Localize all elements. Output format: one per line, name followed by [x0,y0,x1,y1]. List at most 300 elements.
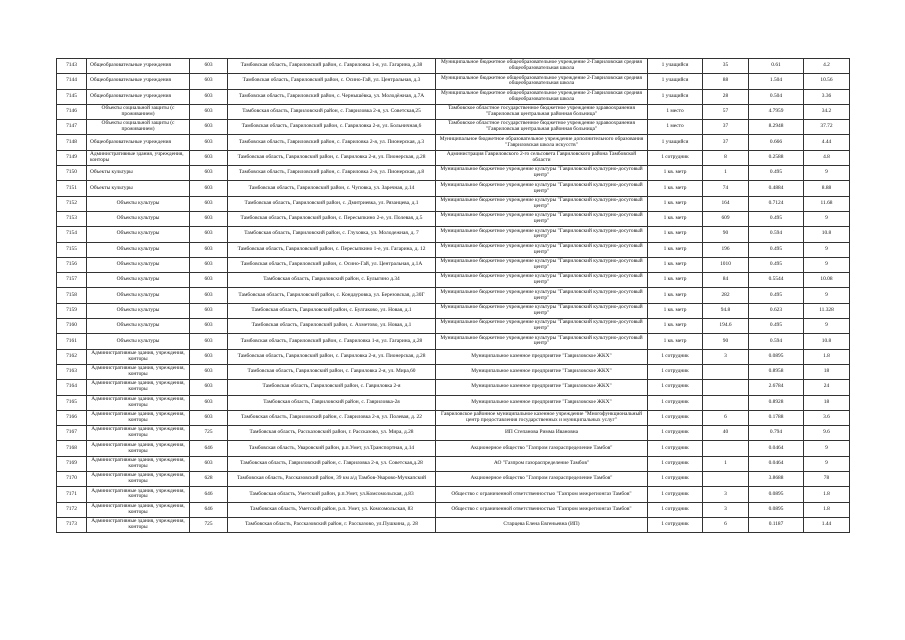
document-sheet [56,58,849,533]
row-number-cell: 7169 [57,456,87,471]
organization-cell: АО "Газпром газораспределение Тамбов" [436,456,648,471]
table-row [57,364,850,379]
value-b-cell: 11.68 [804,196,850,211]
table-row [57,487,850,502]
value-b-cell: 4.8 [804,150,850,165]
quantity-cell: 8 [703,150,749,165]
row-number-cell: 7160 [57,319,87,334]
object-type-cell: Объекты культуры [87,303,190,318]
value-b-cell: 37.72 [804,120,850,135]
row-number-cell: 7168 [57,441,87,456]
unit-cell: 1 сотрудник [648,456,703,471]
value-b-cell: 9 [804,456,850,471]
code-cell: 603 [190,319,228,334]
organization-cell: Муниципальное бюджетное образовательное учреждение дополнительного образования "Гавриловская школа искусств" [436,135,648,150]
code-cell: 603 [190,166,228,181]
row-number-cell: 7152 [57,196,87,211]
object-type-cell: Объекты социальной защиты (с проживанием) [87,120,190,135]
object-type-cell: Административные здания, учреждения, конторы [87,349,190,364]
value-a-cell: 0.623 [749,303,804,318]
value-a-cell: 8.2948 [749,120,804,135]
organization-cell: Гавриловское районное муниципальное казенное учреждение "Многофункциональный центр предоставления государственных и муниципальных услуг" [436,410,648,425]
object-type-cell: Административные здания, учреждения, конторы [87,410,190,425]
table-row [57,59,850,74]
object-type-cell: Административные здания, учреждения, конторы [87,150,190,165]
value-b-cell: 4.2 [804,59,850,74]
quantity-cell [703,380,749,395]
value-b-cell: 3.36 [804,89,850,104]
object-type-cell: Общеобразовательные учреждения [87,59,190,74]
table-row [57,273,850,288]
quantity-cell [703,441,749,456]
row-number-cell: 7147 [57,120,87,135]
row-number-cell: 7153 [57,211,87,226]
value-b-cell: 34.2 [804,104,850,119]
table-row [57,181,850,196]
quantity-cell: 37 [703,135,749,150]
object-type-cell: Административные здания, учреждения, конторы [87,456,190,471]
code-cell: 603 [190,349,228,364]
row-number-cell: 7156 [57,257,87,272]
address-cell: Тамбовская область, Гавриловский район, с. Кондауровка, ул. Березовская, д.30Г [228,288,436,303]
row-number-cell: 7170 [57,472,87,487]
organization-cell: Общество с ограниченной ответственностью "Газпром межрегионгаз Тамбов" [436,502,648,517]
quantity-cell: 196 [703,242,749,257]
value-a-cell: 0.7124 [749,196,804,211]
quantity-cell: 6 [703,410,749,425]
object-type-cell: Объекты культуры [87,196,190,211]
quantity-cell: 609 [703,211,749,226]
code-cell: 603 [190,211,228,226]
value-b-cell: 4.44 [804,135,850,150]
unit-cell: 1 учащийся [648,135,703,150]
unit-cell: 1 кв. метр [648,227,703,242]
quantity-cell: 1010 [703,257,749,272]
row-number-cell: 7161 [57,334,87,349]
code-cell: 603 [190,410,228,425]
quantity-cell: 3 [703,502,749,517]
quantity-cell: 3 [703,487,749,502]
value-a-cell: 0.8928 [749,395,804,410]
address-cell: Тамбовская область, Гавриловский район, с. Гавриловка 2-я [228,380,436,395]
value-a-cell: 0.504 [749,89,804,104]
object-type-cell: Объекты культуры [87,319,190,334]
object-type-cell: Объекты культуры [87,166,190,181]
row-number-cell: 7154 [57,227,87,242]
row-number-cell: 7145 [57,89,87,104]
unit-cell: 1 сотрудник [648,395,703,410]
organization-cell: Муниципальное казенное предприятие "Гавриловское ЖКХ" [436,380,648,395]
object-type-cell: Общеобразовательные учреждения [87,74,190,89]
organization-cell: Муниципальное бюджетное учреждение культуры "Гавриловский культурно-досуговый центр" [436,166,648,181]
organization-cell: Муниципальное бюджетное учреждение культуры "Гавриловский культурно-досуговый центр" [436,211,648,226]
quantity-cell: 164 [703,196,749,211]
unit-cell: 1 сотрудник [648,502,703,517]
table-row [57,303,850,318]
table-row [57,257,850,272]
table-row [57,166,850,181]
address-cell: Тамбовская область, Гавриловский район, с. Осино-Гай, ул. Центральная, д.1А [228,257,436,272]
value-b-cell: 1.44 [804,517,850,532]
object-type-cell: Объекты социальной защиты (с проживанием) [87,104,190,119]
table-row [57,456,850,471]
address-cell: Тамбовская область, Гавриловский район, с. Булыгино д.34 [228,273,436,288]
organization-cell: Муниципальное бюджетное учреждение культуры "Гавриловский культурно-досуговый центр" [436,303,648,318]
address-cell: Тамбовская область, Гавриловский район, с. Осино-Гай, ул. Центральная, д.3 [228,74,436,89]
row-number-cell: 7173 [57,517,87,532]
value-a-cell: 0.0464 [749,456,804,471]
quantity-cell: 90 [703,227,749,242]
organization-cell: Муниципальное казенное предприятие "Гавриловское ЖКХ" [436,395,648,410]
table-row [57,196,850,211]
address-cell: Тамбовская область, Гавриловский район, с. Гавриловка 2-я, ул. Пионерская, д.8 [228,166,436,181]
value-a-cell: 0.495 [749,211,804,226]
row-number-cell: 7162 [57,349,87,364]
object-type-cell: Административные здания, учреждения, конторы [87,517,190,532]
code-cell: 603 [190,89,228,104]
table-row [57,410,850,425]
address-cell: Тамбовская область, Гавриловский район, с. Чуповка, ул. Заречная, д.14 [228,181,436,196]
organization-cell: Муниципальное бюджетное учреждение культуры "Гавриловский культурно-досуговый центр" [436,196,648,211]
code-cell: 603 [190,227,228,242]
value-b-cell: 24 [804,380,850,395]
row-number-cell: 7157 [57,273,87,288]
organization-cell: Муниципальное бюджетное общеобразовательное учреждение 2-Гавриловская средняя общеобразовательная школа [436,59,648,74]
code-cell: 603 [190,59,228,74]
data-table [56,58,850,533]
object-type-cell: Объекты культуры [87,288,190,303]
value-b-cell: 9.6 [804,426,850,441]
value-a-cell: 0.594 [749,334,804,349]
unit-cell: 1 место [648,104,703,119]
organization-cell: Муниципальное бюджетное учреждение культуры "Гавриловский культурно-досуговый центр" [436,288,648,303]
quantity-cell [703,364,749,379]
value-b-cell: 10.8 [804,334,850,349]
value-b-cell: 8.88 [804,181,850,196]
unit-cell: 1 кв. метр [648,181,703,196]
value-b-cell: 9 [804,288,850,303]
value-b-cell: 1.8 [804,487,850,502]
address-cell: Тамбовская область, Гавриловский район, с. Гавриловка 2-я, ул. Пионерская, д.28 [228,150,436,165]
table-row [57,441,850,456]
value-b-cell: 1.8 [804,502,850,517]
organization-cell: Тамбовское областное государственное бюджетное учреждение здравоохранения "Гавриловская центральная районная больница" [436,104,648,119]
quantity-cell: 1 [703,456,749,471]
value-a-cell: 0.0464 [749,441,804,456]
value-b-cell: 9 [804,441,850,456]
value-a-cell: 0.495 [749,166,804,181]
unit-cell: 1 кв. метр [648,242,703,257]
unit-cell: 1 кв. метр [648,334,703,349]
organization-cell: Администрация Гавриловского 2-го сельсовета Гавриловского района Тамбовской области [436,150,648,165]
unit-cell: 1 сотрудник [648,487,703,502]
object-type-cell: Административные здания, учреждения, конторы [87,380,190,395]
address-cell: Тамбовская область, Гавриловский район, с. Гавриловка 2-я, ул. Мира,60 [228,364,436,379]
row-number-cell: 7171 [57,487,87,502]
value-b-cell: 10.08 [804,273,850,288]
organization-cell: ИП Степанова Римма Ивановна [436,426,648,441]
code-cell: 603 [190,334,228,349]
unit-cell: 1 сотрудник [648,410,703,425]
unit-cell: 1 сотрудник [648,472,703,487]
table-row [57,380,850,395]
row-number-cell: 7172 [57,502,87,517]
unit-cell: 1 кв. метр [648,303,703,318]
value-a-cell: 0.495 [749,319,804,334]
value-a-cell: 0.2588 [749,150,804,165]
object-type-cell: Административные здания, учреждения, конторы [87,395,190,410]
value-b-cell: 10.56 [804,74,850,89]
code-cell: 603 [190,104,228,119]
table-row [57,135,850,150]
address-cell: Тамбовская область, Гавриловский район, с. Гавриловка 2-я, ул. Больничная,6 [228,120,436,135]
quantity-cell: 3 [703,349,749,364]
quantity-cell: 74 [703,181,749,196]
unit-cell: 1 сотрудник [648,150,703,165]
unit-cell: 1 учащийся [648,89,703,104]
unit-cell: 1 сотрудник [648,441,703,456]
address-cell: Тамбовская область, Гавриловский район, с. Ахметово, ул. Новая, д.1 [228,319,436,334]
quantity-cell: 6 [703,517,749,532]
unit-cell: 1 кв. метр [648,273,703,288]
organization-cell: Муниципальное бюджетное учреждение культуры "Гавриловский культурно-досуговый центр" [436,181,648,196]
organization-cell: Муниципальное бюджетное учреждение культуры "Гавриловский культурно-досуговый центр" [436,227,648,242]
code-cell: 603 [190,364,228,379]
unit-cell: 1 сотрудник [648,426,703,441]
value-a-cell: 0.5544 [749,273,804,288]
value-b-cell: 18 [804,395,850,410]
code-cell: 603 [190,196,228,211]
code-cell: 603 [190,273,228,288]
code-cell: 603 [190,303,228,318]
address-cell: Тамбовская область, Гавриловский район, с. Булгаково, ул. Новая, д.1 [228,303,436,318]
code-cell: 646 [190,502,228,517]
object-type-cell: Объекты культуры [87,227,190,242]
organization-cell: Муниципальное бюджетное учреждение культуры "Гавриловский культурно-досуговый центр" [436,242,648,257]
table-body [57,59,850,533]
object-type-cell: Объекты культуры [87,181,190,196]
organization-cell: Муниципальное бюджетное учреждение культуры "Гавриловский культурно-досуговый центр" [436,334,648,349]
value-b-cell: 9 [804,211,850,226]
address-cell: Тамбовская область, Уваровский район, р.п.Умет, ул.Транспортная, д.14 [228,441,436,456]
object-type-cell: Объекты культуры [87,257,190,272]
table-row [57,211,850,226]
table-row [57,150,850,165]
code-cell: 628 [190,472,228,487]
address-cell: Тамбовская область, Уметский район, р.п.Умет, ул.Комсомольская, д.83 [228,487,436,502]
row-number-cell: 7150 [57,166,87,181]
code-cell: 603 [190,181,228,196]
value-b-cell: 10.8 [804,227,850,242]
code-cell: 603 [190,150,228,165]
organization-cell: Муниципальное бюджетное общеобразовательное учреждение 2-Гавриловская средняя общеобразовательная школа [436,89,648,104]
value-a-cell: 2.6784 [749,380,804,395]
unit-cell: 1 учащийся [648,59,703,74]
value-a-cell: 0.594 [749,227,804,242]
value-a-cell: 0.8958 [749,364,804,379]
value-b-cell: 11.328 [804,303,850,318]
address-cell: Тамбовская область, Гавриловский район, с. Глуховка, ул. Молодежная, д. 7 [228,227,436,242]
object-type-cell: Административные здания, учреждения, конторы [87,426,190,441]
table-row [57,227,850,242]
organization-cell: Тамбовское областное государственное бюджетное учреждение здравоохранения "Гавриловская центральная районная больница" [436,120,648,135]
object-type-cell: Административные здания, учреждения, конторы [87,472,190,487]
table-row [57,319,850,334]
quantity-cell: 88 [703,74,749,89]
unit-cell: 1 кв. метр [648,211,703,226]
value-b-cell: 78 [804,472,850,487]
organization-cell: Общество с ограниченной ответственностью "Газпром межрегионгаз Тамбов" [436,487,648,502]
table-row [57,120,850,135]
value-a-cell: 0.495 [749,288,804,303]
value-b-cell: 9 [804,242,850,257]
address-cell: Тамбовская область, Гавриловский район, с. Гавриловка 2-я, ул. Советская,25 [228,104,436,119]
row-number-cell: 7159 [57,303,87,318]
table-row [57,334,850,349]
table-row [57,242,850,257]
address-cell: Тамбовская область, Гавриловский район, с. Гавриловка 2-я, ул. Пионерская, д.28 [228,349,436,364]
organization-cell: Муниципальное казенное предприятие "Гавриловское ЖКХ" [436,364,648,379]
row-number-cell: 7158 [57,288,87,303]
address-cell: Тамбовская область, Уметский район, р.п. Умет, ул. Комсомольская, 83 [228,502,436,517]
code-cell: 646 [190,441,228,456]
value-a-cell: 0.666 [749,135,804,150]
value-a-cell: 0.0895 [749,502,804,517]
table-row [57,89,850,104]
unit-cell: 1 сотрудник [648,364,703,379]
table-row [57,502,850,517]
quantity-cell: 35 [703,59,749,74]
address-cell: Тамбовская область, Гавриловский район, с. Гавриловка 1-я, ул. Гагарина, д.28 [228,334,436,349]
row-number-cell: 7151 [57,181,87,196]
address-cell: Тамбовская область, Гавриловский район, с. Гавриловка 2-я, ул. Советская,д.28 [228,456,436,471]
value-a-cell: 0.61 [749,59,804,74]
value-a-cell: 0.495 [749,242,804,257]
object-type-cell: Объекты культуры [87,242,190,257]
object-type-cell: Административные здания, учреждения, конторы [87,487,190,502]
value-a-cell: 0.1187 [749,517,804,532]
address-cell: Тамбовская область, Рассказовский район, г. Рассказово, ул.Пушкина, д. 28 [228,517,436,532]
address-cell: Тамбовская область, Гавриловский район, с. Гавриловка-2я [228,395,436,410]
quantity-cell [703,395,749,410]
unit-cell: 1 сотрудник [648,380,703,395]
table-row [57,74,850,89]
quantity-cell: 94.8 [703,303,749,318]
quantity-cell [703,472,749,487]
row-number-cell: 7149 [57,150,87,165]
value-b-cell: 18 [804,364,850,379]
address-cell: Тамбовская область, Гавриловский район, с. Чернышёвка, ул. Молодёжная, д.7А [228,89,436,104]
value-a-cell: 0.794 [749,426,804,441]
code-cell: 725 [190,517,228,532]
code-cell: 646 [190,487,228,502]
unit-cell: 1 сотрудник [648,349,703,364]
object-type-cell: Административные здания, учреждения, конторы [87,364,190,379]
organization-cell: Муниципальное бюджетное учреждение культуры "Гавриловский культурно-досуговый центр" [436,273,648,288]
unit-cell: 1 учащийся [648,74,703,89]
quantity-cell: 57 [703,104,749,119]
quantity-cell: 194.6 [703,319,749,334]
address-cell: Тамбовская область, Гавриловский район, с. Пересыпкино 2-е, ул. Полевая, д.5 [228,211,436,226]
unit-cell: 1 кв. метр [648,257,703,272]
value-a-cell: 0.495 [749,257,804,272]
row-number-cell: 7146 [57,104,87,119]
address-cell: Тамбовская область, Гавриловский район, с. Гавриловка 1-я, ул. Гагарина, д.38 [228,59,436,74]
address-cell: Тамбовская область, Гавриловский район, с. Дмитриевка, ул. Рязанцева, д.1 [228,196,436,211]
address-cell: Тамбовская область, Рассказовский район, г. Рассказово, ул. Мира, д.28 [228,426,436,441]
code-cell: 603 [190,456,228,471]
code-cell: 603 [190,135,228,150]
unit-cell: 1 место [648,120,703,135]
unit-cell: 1 сотрудник [648,517,703,532]
organization-cell: Муниципальное бюджетное учреждение культуры "Гавриловский культурно-досуговый центр" [436,257,648,272]
quantity-cell: 84 [703,273,749,288]
address-cell: Тамбовская область, Гавриловский район, с. Пересыпкино 1-е, ул. Гагарина, д. 12 [228,242,436,257]
value-a-cell: 1.504 [749,74,804,89]
value-a-cell: 4.7959 [749,104,804,119]
organization-cell: Старцева Елена Евгеньевна (ИП) [436,517,648,532]
object-type-cell: Общеобразовательные учреждения [87,135,190,150]
value-a-cell: 0.4884 [749,181,804,196]
unit-cell: 1 кв. метр [648,288,703,303]
value-b-cell: 1.8 [804,349,850,364]
quantity-cell: 40 [703,426,749,441]
row-number-cell: 7155 [57,242,87,257]
row-number-cell: 7143 [57,59,87,74]
table-row [57,426,850,441]
code-cell: 603 [190,257,228,272]
quantity-cell: 1 [703,166,749,181]
object-type-cell: Объекты культуры [87,211,190,226]
row-number-cell: 7166 [57,410,87,425]
object-type-cell: Административные здания, учреждения, конторы [87,502,190,517]
object-type-cell: Объекты культуры [87,273,190,288]
organization-cell: Муниципальное казенное предприятие "Гавриловское ЖКХ" [436,349,648,364]
value-a-cell: 0.0895 [749,487,804,502]
object-type-cell: Общеобразовательные учреждения [87,89,190,104]
address-cell: Тамбовская область, Рассказовский район, 39 км а/д Тамбов-Уварово-Мучкапский [228,472,436,487]
unit-cell: 1 кв. метр [648,166,703,181]
quantity-cell: 282 [703,288,749,303]
unit-cell: 1 кв. метр [648,319,703,334]
quantity-cell: 37 [703,120,749,135]
value-a-cell: 0.1788 [749,410,804,425]
row-number-cell: 7163 [57,364,87,379]
code-cell: 603 [190,74,228,89]
code-cell: 603 [190,242,228,257]
value-a-cell: 3.8688 [749,472,804,487]
value-b-cell: 3.6 [804,410,850,425]
code-cell: 725 [190,426,228,441]
table-row [57,472,850,487]
code-cell: 603 [190,395,228,410]
value-a-cell: 0.0895 [749,349,804,364]
organization-cell: Акционерное общество "Газпром газораспределение Тамбов" [436,441,648,456]
code-cell: 603 [190,380,228,395]
value-b-cell: 9 [804,319,850,334]
row-number-cell: 7164 [57,380,87,395]
table-row [57,395,850,410]
code-cell: 603 [190,288,228,303]
quantity-cell: 90 [703,334,749,349]
organization-cell: Муниципальное бюджетное общеобразовательное учреждение 2-Гавриловская средняя общеобразовательная школа [436,74,648,89]
object-type-cell: Объекты культуры [87,334,190,349]
value-b-cell: 9 [804,257,850,272]
address-cell: Тамбовская область, Гавриловский район, с. Гавриловка 2-я, ул. Пионерская, д.3 [228,135,436,150]
object-type-cell: Административные здания, учреждения, конторы [87,441,190,456]
value-b-cell: 9 [804,166,850,181]
organization-cell: Акционерное общество "Газпром газораспределение Тамбов" [436,472,648,487]
